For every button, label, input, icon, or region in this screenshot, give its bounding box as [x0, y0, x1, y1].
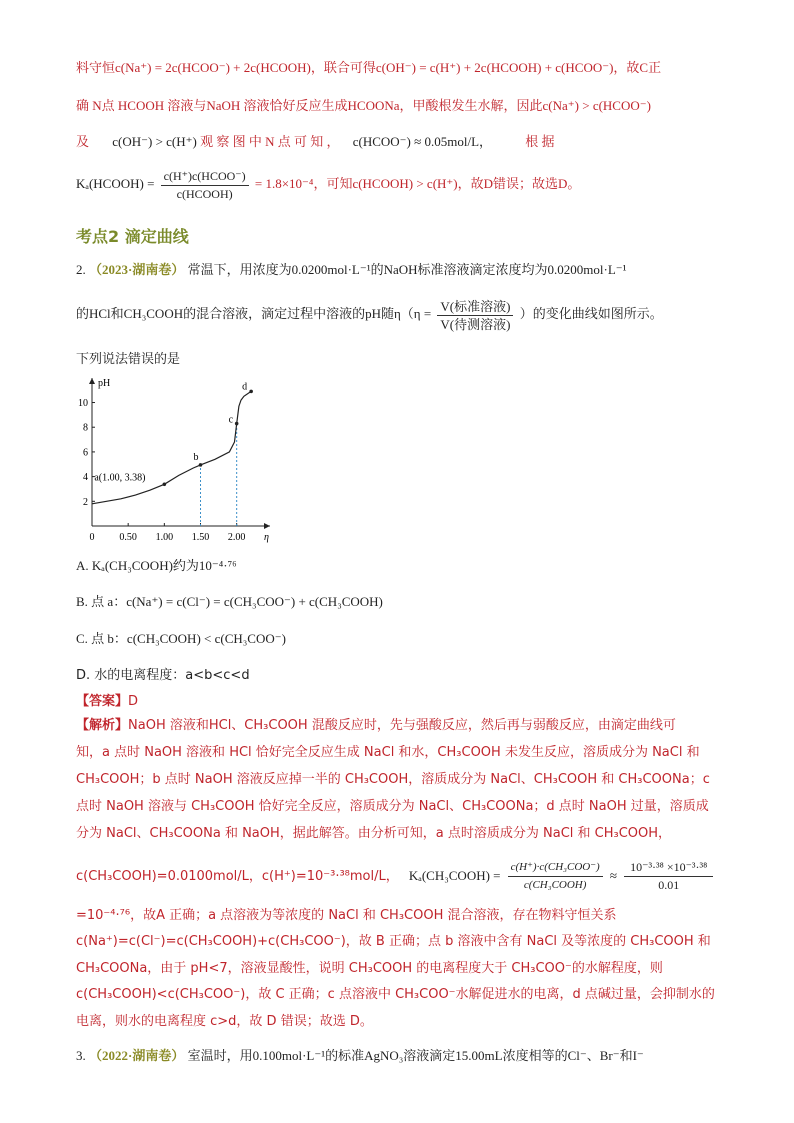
- answer-tag: 【答案】: [76, 694, 129, 709]
- analysis-line: c(Na⁺)=c(Cl⁻)=c(CH₃COOH)+c(CH₃COO⁻)，故 B 正确；点 b 溶液中含有 NaCl 及等浓度的 CH₃COOH 和: [76, 934, 711, 949]
- analysis-tag: 【解析】: [76, 718, 129, 733]
- analysis-line: CH₃COONa，由于 pH<7，溶液显酸性，说明 CH₃COOH 的电离程度大于 CH₃COO⁻的水解程度，则: [76, 961, 663, 976]
- approx-sign: ≈: [609, 868, 617, 883]
- question-line: [76, 294, 734, 334]
- analysis-line: =10⁻⁴·⁷⁶，故A 正确；a 点溶液为等浓度的 NaCl 和 CH₃COOH 混合溶液，存在物料守恒关系: [76, 908, 617, 923]
- analysis-line: 点时 NaOH 溶液与 CH₃COOH 恰好完全反应，溶质成分为 NaCl、CH₃COONa；d 点时 NaOH 过量，溶质成: [76, 799, 709, 814]
- analysis-line: 知，a 点时 NaOH 溶液和 HCl 恰好完全反应生成 NaCl 和水，CH₃COOH 未发生反应，溶质成分为 NaCl 和: [76, 745, 700, 760]
- text-line: 确 N点 HCOOH 溶液与NaOH 溶液恰好反应生成HCOONa，甲酸根发生水解，因此c(Na⁺) > c(HCOO⁻): [76, 98, 651, 113]
- fraction: [161, 168, 249, 203]
- x-tick-label: 1.00: [155, 532, 174, 543]
- y-tick-label: 6: [83, 447, 88, 459]
- analysis-line: [76, 716, 734, 736]
- option-a: A. Kₐ(CH₃COOH)约为10⁻⁴·⁷⁶: [76, 558, 237, 573]
- question-number: 3.: [76, 1048, 86, 1063]
- option-d: D. 水的电离程度：a<b<c<d: [76, 668, 250, 683]
- math-span: Kₐ(HCOOH) =: [76, 176, 155, 191]
- fraction-denominator: c(HCOOH): [176, 186, 233, 201]
- x-tick-label: 0: [89, 532, 95, 543]
- analysis-line: 电离，则水的电离程度 c>d，故 D 错误；故选 D。: [76, 1014, 373, 1029]
- data-point: [163, 482, 167, 486]
- x-tick-label: 2.00: [227, 532, 246, 543]
- y-tick-label: 8: [83, 422, 88, 434]
- question-line: [76, 1046, 734, 1066]
- fraction-numerator: V(标准溶液): [437, 298, 513, 316]
- titration-chart: [76, 376, 276, 546]
- text-span: 及: [76, 134, 90, 149]
- fraction-numerator: c(H⁺)c(HCOO⁻): [161, 168, 249, 186]
- math-span: c(HCOO⁻) ≈ 0.05mol/L，: [352, 134, 493, 149]
- text-span: 的HCl和CH₃COOH的混合溶液，滴定过程中溶液的pH随η（η =: [76, 306, 432, 321]
- question-prompt: 下列说法错误的是: [76, 352, 181, 367]
- analysis-text: NaOH 溶液和HCl、CH₃COOH 混酸反应时，先与强酸反应，然后再与弱酸反应，由滴定曲线可: [128, 718, 676, 733]
- text-line: [76, 132, 734, 152]
- data-point: [235, 422, 239, 426]
- text-span: 观 察 图 中 N 点 可 知 ，: [200, 134, 340, 149]
- answer-line: [76, 690, 138, 709]
- point-label: a(1.00, 3.38): [94, 472, 146, 484]
- analysis-line: c(CH₃COOH)<c(CH₃COO⁻)，故 C 正确；c 点溶液中 CH₃COO⁻水解促进水的电离，d 点碱过量，会抑制水的: [76, 987, 715, 1002]
- text-line: 料守恒c(Na⁺) = 2c(HCOO⁻) + 2c(HCOOH)，联合可得c(OH⁻) = c(H⁺) + 2c(HCOOH) + c(HCOO⁻)，故C正: [76, 60, 662, 75]
- x-tick-label: 1.50: [191, 532, 210, 543]
- x-axis-arrow: [264, 523, 270, 529]
- calc-text: c(CH₃COOH)=0.0100mol/L，c(H⁺)=10⁻³·³⁸mol/L，: [76, 869, 399, 884]
- y-tick-label: 2: [83, 496, 88, 508]
- text-span: = 1.8×10⁻⁴，可知c(HCOOH) > c(H⁺)，故D错误；故选D。: [254, 176, 581, 191]
- eta-fraction: [437, 298, 513, 333]
- math-span: c(OH⁻) > c(H⁺): [112, 134, 197, 149]
- text-span: 常温下，用浓度为0.0200mol·L⁻¹的NaOH标准溶液滴定浓度均为0.0200mol·L⁻¹: [187, 262, 627, 277]
- y-tick-label: 10: [78, 398, 88, 410]
- fraction-denominator: 0.01: [658, 878, 680, 892]
- calc-line: [76, 858, 734, 895]
- y-axis-arrow: [89, 378, 95, 384]
- question-source: （2022·湖南卷）: [89, 1048, 185, 1063]
- text-span: ）的变化曲线如图所示。: [519, 306, 663, 321]
- question-line: [76, 260, 734, 280]
- answer-value: D: [128, 694, 139, 709]
- point-label: d: [242, 381, 248, 393]
- analysis-line: 分为 NaCl、CH₃COONa 和 NaOH，据此解答。由分析可知，a 点时溶质成分为 NaCl 和 CH₃COOH，: [76, 826, 672, 841]
- calc-ka: Kₐ(CH₃COOH) =: [408, 868, 501, 883]
- fraction-denominator: V(待测溶液): [440, 316, 511, 332]
- option-c: C. 点 b：c(CH₃COOH) < c(CH₃COO⁻): [76, 631, 286, 646]
- fraction-numerator: 10⁻³·³⁸ ×10⁻³·³⁸: [624, 859, 713, 877]
- analysis-line: CH₃COOH；b 点时 NaOH 溶液反应掉一半的 CH₃COOH，溶质成分为 NaCl、CH₃COOH 和 CH₃COONa；c: [76, 772, 710, 787]
- y-axis-label: pH: [98, 378, 111, 389]
- formula-line: [76, 166, 734, 203]
- titration-curve: [92, 391, 251, 503]
- point-label: c: [228, 414, 234, 426]
- text-span: 根 据: [525, 134, 555, 149]
- data-point: [249, 390, 253, 394]
- text-span: 室温时，用0.100mol·L⁻¹的标准AgNO₃溶液滴定15.00mL浓度相等的Cl⁻、Br⁻和I⁻: [187, 1048, 644, 1063]
- section-title: 考点2 滴定曲线: [76, 227, 189, 246]
- calc-fraction: [508, 859, 603, 894]
- option-b: B. 点 a：c(Na⁺) = c(Cl⁻) = c(CH₃COO⁻) + c(CH₃COOH): [76, 594, 383, 609]
- fraction-numerator: c(H⁺)·c(CH₃COO⁻): [508, 859, 603, 877]
- question-number: 2.: [76, 262, 86, 277]
- x-tick-label: 0.50: [119, 532, 137, 543]
- question-source: （2023·湖南卷）: [89, 262, 185, 277]
- x-axis-label: η: [264, 532, 269, 543]
- data-point: [199, 463, 203, 467]
- fraction-denominator: c(CH₃COOH): [523, 879, 587, 891]
- calc-fraction-2: [624, 859, 713, 894]
- point-label: b: [193, 451, 199, 463]
- y-tick-label: 4: [83, 472, 88, 484]
